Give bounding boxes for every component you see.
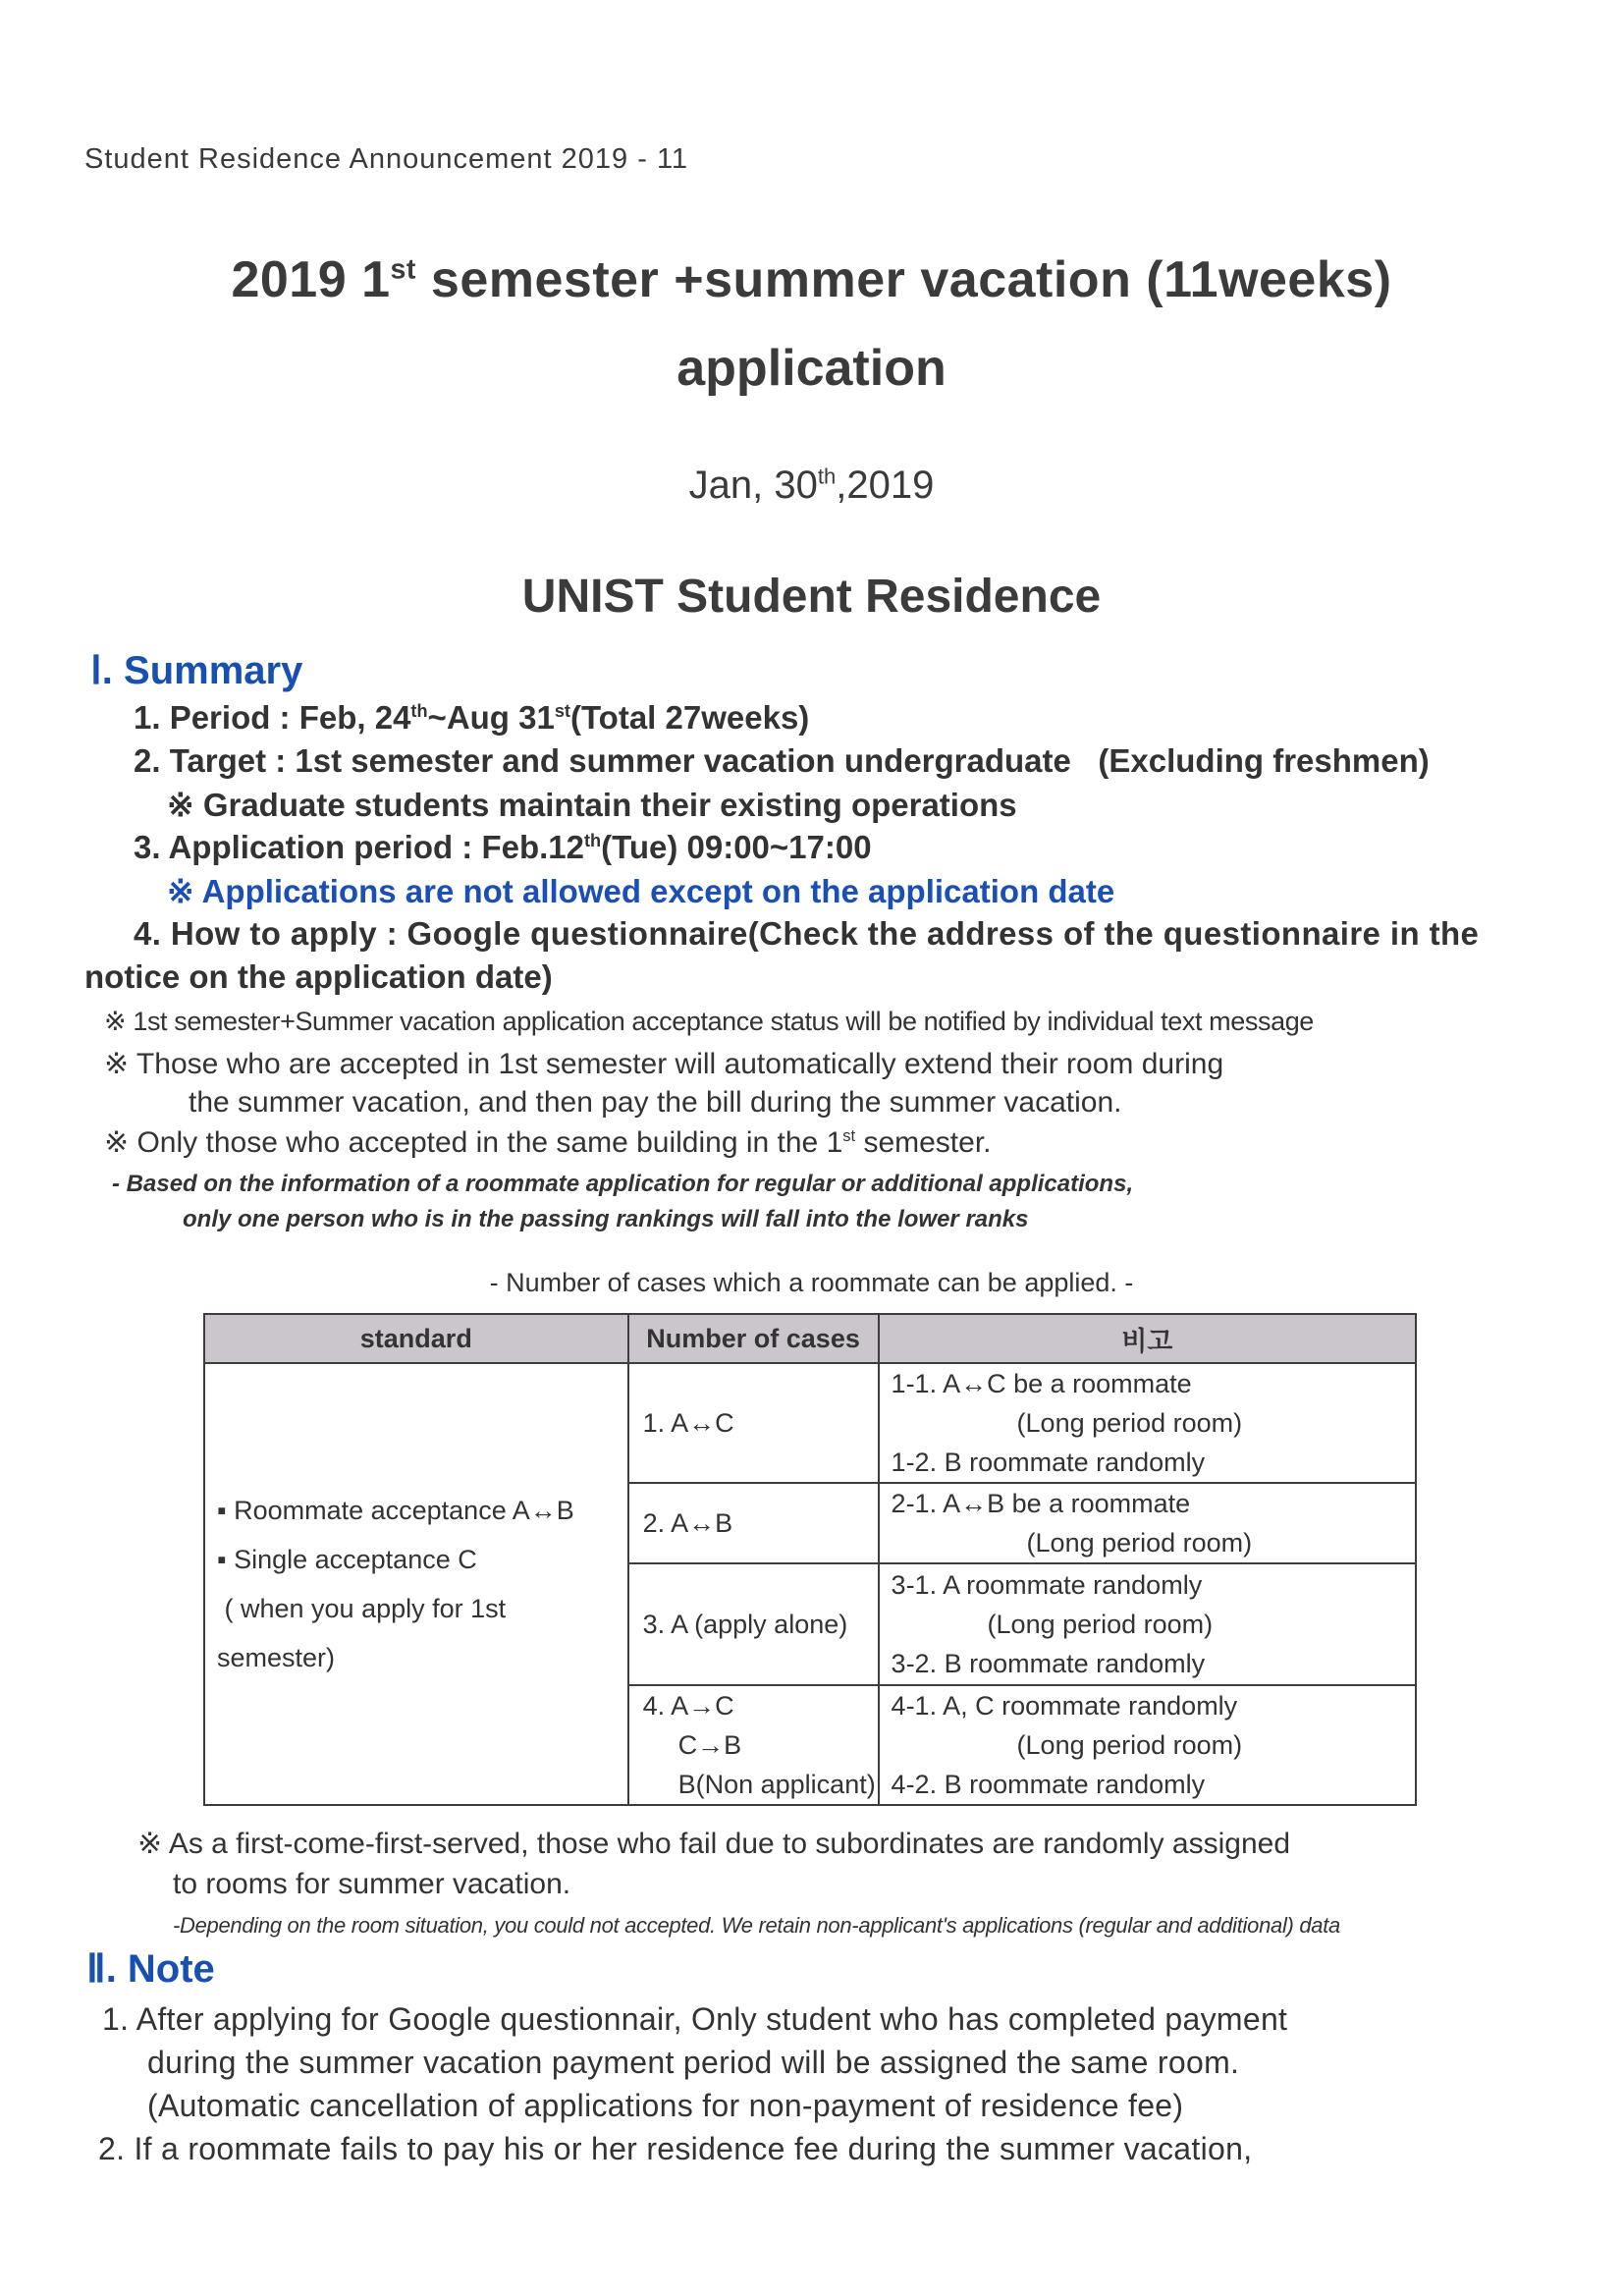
summary-application-period-note: ※ Applications are not allowed except on the application date xyxy=(167,873,1115,909)
table-row xyxy=(204,1363,1416,1483)
standard-roommate-acceptance: ▪ Roommate acceptance A↔B xyxy=(217,1496,574,1525)
remark-line: 2-1. A↔B be a roommate xyxy=(891,1489,1191,1518)
summary-target-note: ※ Graduate students maintain their existing operations xyxy=(167,787,1017,823)
note-roommate-ranking-cont: only one person who is in the passing rankings will fall into the lower ranks xyxy=(183,1206,1029,1232)
note-auto-extend-cont: the summer vacation, and then pay the bill during the summer vacation. xyxy=(189,1086,1122,1119)
document-title-line2: application xyxy=(676,340,947,397)
note-item-1: 1. After applying for Google questionnair, Only student who has completed payment xyxy=(102,2001,1288,2037)
document-date: Jan, 30th,2019 xyxy=(688,464,935,507)
case-label: 4. A→C xyxy=(642,1691,734,1721)
header-standard: standard xyxy=(204,1314,628,1363)
remark-line: 1-1. A↔C be a roommate xyxy=(891,1369,1192,1398)
organization-name: UNIST Student Residence xyxy=(521,571,1102,623)
remark-line: (Long period room) xyxy=(1026,1528,1253,1558)
announcement-number: Student Residence Announcement 2019 - 11 xyxy=(84,143,689,175)
remark-line: 3-2. B roommate randomly xyxy=(891,1649,1206,1678)
note-room-situation: -Depending on the room situation, you could not accepted. We retain non-applicant's applications (regular and additional) data xyxy=(173,1913,1340,1938)
summary-how-to-apply-cont: notice on the application date) xyxy=(84,958,553,995)
section-heading-note: Ⅱ. Note xyxy=(86,1947,215,1991)
standard-condition-cont: semester) xyxy=(217,1643,336,1672)
case-label: B(Non applicant) xyxy=(677,1770,876,1799)
standard-condition: ( when you apply for 1st xyxy=(217,1594,507,1623)
note-item-1-cancellation: (Automatic cancellation of applications for non-payment of residence fee) xyxy=(147,2088,1184,2123)
note-roommate-ranking: - Based on the information of a roommate application for regular or additional applications, xyxy=(112,1171,1134,1197)
note-auto-extend: ※ Those who are accepted in 1st semester will automatically extend their room during xyxy=(104,1048,1224,1080)
header-remarks: 비고 xyxy=(879,1314,1416,1363)
note-same-building: ※ Only those who accepted in the same building in the 1st semester. xyxy=(104,1126,992,1159)
case-cell xyxy=(628,1563,879,1685)
note-text-message: ※ 1st semester+Summer vacation application acceptance status will be notified by individual text message xyxy=(104,1007,1314,1036)
remark-line: 4-2. B roommate randomly xyxy=(891,1770,1206,1799)
table-caption: - Number of cases which a roommate can be applied. - xyxy=(489,1268,1134,1297)
case-cell xyxy=(628,1685,879,1805)
note-item-1-cont: during the summer vacation payment period will be assigned the same room. xyxy=(147,2045,1240,2080)
note-item-2: 2. If a roommate fails to pay his or her residence fee during the summer vacation, xyxy=(98,2131,1253,2166)
remarks-cell xyxy=(879,1363,1416,1483)
case-cell xyxy=(628,1363,879,1483)
note-first-come: ※ As a first-come-first-served, those who fail due to subordinates are randomly assigned xyxy=(137,1828,1291,1860)
standard-cell xyxy=(204,1363,628,1805)
case-label: 2. A↔B xyxy=(642,1507,733,1538)
case-label: 3. A (apply alone) xyxy=(642,1609,848,1639)
header-number-of-cases: Number of cases xyxy=(628,1314,879,1363)
remark-line: (Long period room) xyxy=(1016,1730,1243,1760)
remark-line: 1-2. B roommate randomly xyxy=(891,1448,1206,1477)
case-cell xyxy=(628,1483,879,1563)
summary-period: 1. Period : Feb, 24th~Aug 31st(Total 27weeks) xyxy=(134,699,810,736)
standard-single-acceptance: ▪ Single acceptance C xyxy=(217,1545,477,1574)
note-first-come-cont: to rooms for summer vacation. xyxy=(173,1868,571,1900)
summary-target: 2. Target : 1st semester and summer vacation undergraduate (Excluding freshmen) xyxy=(134,742,1430,779)
remarks-cell xyxy=(879,1483,1416,1563)
remark-line: (Long period room) xyxy=(987,1610,1214,1639)
remark-line: 4-1. A, C roommate randomly xyxy=(891,1691,1238,1721)
roommate-cases-table xyxy=(203,1313,1417,1806)
remark-line: (Long period room) xyxy=(1016,1408,1243,1438)
section-heading-summary: Ⅰ. Summary xyxy=(90,649,303,692)
remarks-cell xyxy=(879,1685,1416,1805)
summary-application-period: 3. Application period : Feb.12th(Tue) 09:00~17:00 xyxy=(134,829,872,865)
remarks-cell xyxy=(879,1563,1416,1685)
document-title-line1: 2019 1st semester +summer vacation (11weeks) xyxy=(231,251,1392,308)
remark-line: 3-1. A roommate randomly xyxy=(891,1570,1203,1600)
summary-how-to-apply: 4. How to apply : Google questionnaire(Check the address of the questionnaire in the xyxy=(134,915,1480,952)
case-label: 1. A↔C xyxy=(642,1407,734,1438)
table-header-row xyxy=(204,1314,1416,1363)
case-label: C→B xyxy=(677,1730,742,1760)
